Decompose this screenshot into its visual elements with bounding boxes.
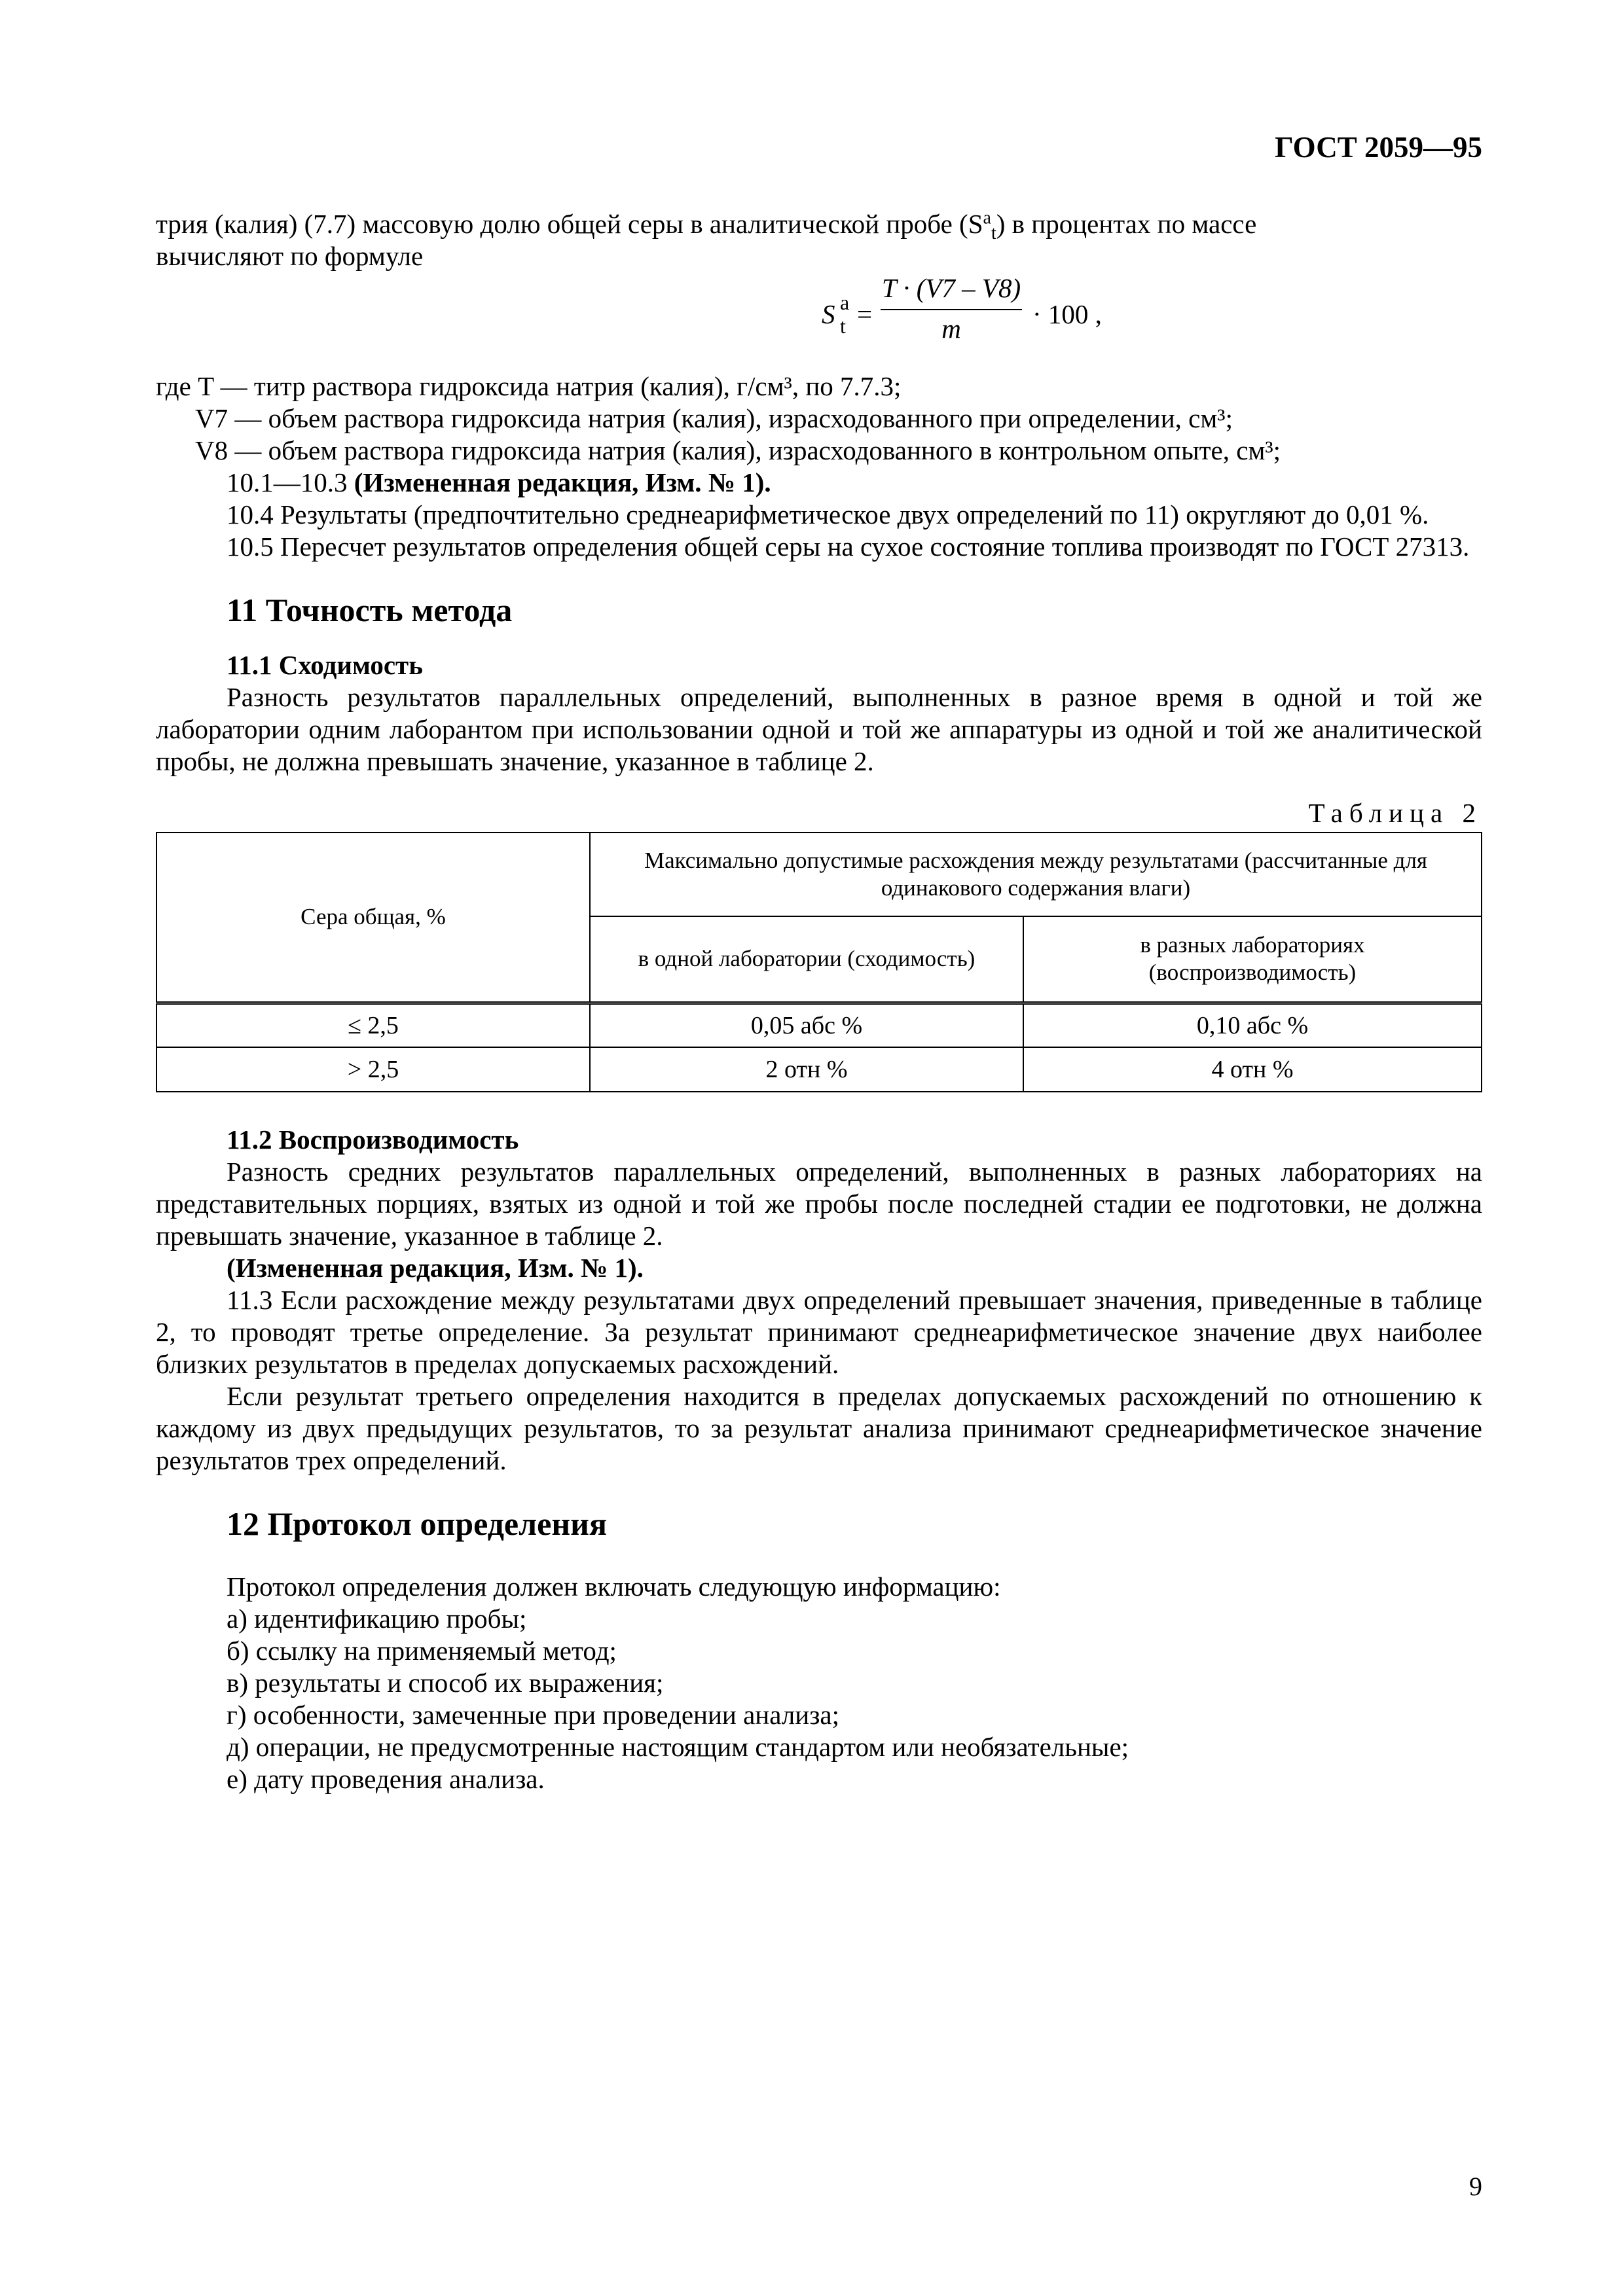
page-number: 9 — [1469, 2172, 1482, 2201]
table-cell: 2 отн % — [590, 1047, 1023, 1092]
section-11-title: 11 Точность метода — [227, 592, 513, 628]
table-cell: 0,05 абс % — [590, 1003, 1023, 1047]
table-cell: 0,10 абс % — [1023, 1003, 1482, 1047]
formula-denominator: m — [941, 314, 961, 344]
formula-lhs: S — [822, 299, 835, 329]
edit-note-10-ref: 10.1—10.3 — [227, 467, 348, 497]
paragraph-10-5: 10.5 Пересчет результатов определения общей серы на сухое состояние топлива производят по ГОСТ 27313. — [227, 531, 1470, 562]
table-header-group: Максимально допустимые расхождения между результатами (рассчитанные для одинакового содержания влаги) — [590, 833, 1482, 916]
table-header-sulfur: Сера общая, % — [156, 833, 590, 1003]
paragraph-10-4: 10.4 Результаты (предпочтительно среднеарифметическое двух определений по 11) округляют до 0,01 %. — [227, 499, 1429, 529]
document-code: ГОСТ 2059—95 — [1275, 131, 1482, 164]
edit-note-11: (Измененная редакция, Изм. № 1). — [227, 1253, 644, 1283]
table-2 — [156, 832, 1482, 1092]
list-item: д) операции, не предусмотренные настоящим стандартом или необязательные; — [227, 1732, 1129, 1762]
subsection-11-1-title: 11.1 Сходимость — [227, 650, 423, 680]
subsection-11-1-text: Разность результатов параллельных определений, выполненных в разное время в одной и той же лаборатории одним лаборантом при использовании одной и той же аппаратуры из одной и той же аналитической пробы, не должна превышать значение, указанное в таблице 2. — [156, 682, 1482, 776]
intro-paragraph — [156, 208, 1482, 272]
where-v8: V8 — объем раствора гидроксида натрия (калия), израсходованного в контрольном опыте, см³; — [195, 435, 1281, 465]
formula-equals: = — [857, 299, 873, 329]
subsection-11-2-title: 11.2 Воспроизводимость — [227, 1124, 519, 1155]
edit-note-10-text: (Измененная редакция, Изм. № 1). — [354, 467, 771, 497]
edit-note-10 — [156, 467, 1482, 499]
intro-sup: a — [983, 207, 991, 228]
table-2-caption: Таблица 2 — [1308, 798, 1482, 828]
table-cell: 4 отн % — [1023, 1047, 1482, 1092]
list-item: а) идентификацию пробы; — [227, 1604, 527, 1634]
table-cell: ≤ 2,5 — [156, 1003, 590, 1047]
sulfur-formula — [156, 272, 1482, 370]
subsection-11-2-text: Разность средних результатов параллельных определений, выполненных в разных лабораториях на представительных порциях, взятых из одной и той же пробы после последней стадии ее подготовки, не должна превышать значение, указанное в таблице 2. — [156, 1157, 1482, 1251]
list-item: в) результаты и способ их выражения; — [227, 1668, 664, 1698]
paragraph-third-determination: Если результат третьего определения находится в пределах допускаемых расхождений по отношению к каждому из двух предыдущих результатов, то за результат анализа принимают среднеарифметическое значение результатов трех определений. — [156, 1381, 1482, 1475]
intro-line2: вычисляют по формуле — [156, 241, 424, 271]
list-item: е) дату проведения анализа. — [227, 1764, 545, 1794]
list-item: б) ссылку на применяемый метод; — [227, 1636, 617, 1666]
table-header-reproducibility: в разных лабораториях (воспроизводимость) — [1023, 916, 1482, 1003]
list-item: г) особенности, замеченные при проведении анализа; — [227, 1700, 839, 1730]
protocol-intro: Протокол определения должен включать следующую информацию: — [227, 1571, 1001, 1602]
formula-lhs-sub: t — [840, 314, 846, 338]
intro-line1-end: ) в процентах по массе — [996, 209, 1257, 239]
table-header-repeatability: в одной лаборатории (сходимость) — [590, 916, 1023, 1003]
page-body — [156, 208, 1482, 1795]
where-t: где T — титр раствора гидроксида натрия (калия), г/см³, по 7.7.3; — [156, 371, 902, 401]
where-v7: V7 — объем раствора гидроксида натрия (калия), израсходованного при определении, см³; — [195, 403, 1233, 433]
intro-line1: трия (калия) (7.7) массовую долю общей серы в аналитической пробе (S — [156, 209, 983, 239]
paragraph-11-3: 11.3 Если расхождение между результатами двух определений превышает значения, приведенные в таблице 2, то проводят третье определение. За результат принимают среднеарифметическое значение двух наиболее близких результатов в пределах допускаемых расхождений. — [156, 1285, 1482, 1379]
table-cell: > 2,5 — [156, 1047, 590, 1092]
formula-lhs-sup: a — [840, 291, 850, 314]
intro-sub: t — [991, 223, 996, 244]
formula-fraction-bar — [881, 309, 1022, 310]
formula-tail: · 100 , — [1032, 299, 1102, 329]
section-12-title: 12 Протокол определения — [227, 1505, 608, 1542]
formula-numerator: T · (V7 – V8) — [881, 273, 1021, 303]
